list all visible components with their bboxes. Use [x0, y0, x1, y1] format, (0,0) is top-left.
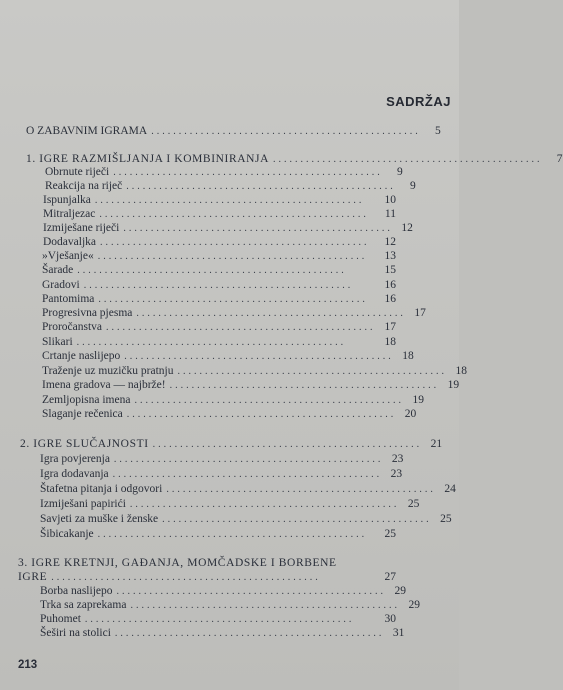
toc-label: Savjeti za muške i ženske — [40, 513, 159, 525]
toc-entry — [42, 335, 396, 349]
toc-entry — [40, 467, 403, 481]
toc-page: 17 — [384, 321, 396, 333]
toc-entry — [43, 235, 396, 249]
leader-dots: ................................................. — [97, 529, 368, 540]
leader-dots: ................................................. — [51, 572, 321, 583]
toc-entry — [42, 263, 396, 277]
toc-page: 23 — [391, 453, 404, 465]
leader-dots: ................................................. — [84, 614, 355, 625]
toc-page: 18 — [384, 336, 396, 348]
toc-page: 7 — [556, 153, 563, 165]
toc-page: 10 — [384, 194, 396, 206]
leader-dots: ................................................. — [129, 499, 400, 510]
toc-label: »Vješanje« — [42, 250, 94, 262]
toc-label: Pantomima — [42, 293, 95, 305]
toc-label: Igra povjerenja — [40, 453, 110, 465]
toc-page: 12 — [384, 236, 396, 248]
toc-label: Šeširi na stolici — [40, 627, 111, 639]
toc-page: 18 — [455, 365, 467, 377]
toc-label: Izmiješane riječi — [43, 222, 120, 234]
section-heading-2 — [20, 437, 443, 451]
toc-page: 16 — [384, 279, 396, 291]
toc-label: Ispunjalka — [43, 194, 91, 206]
toc-page: 15 — [384, 264, 396, 276]
toc-page: 5 — [434, 125, 441, 137]
toc-page: 29 — [408, 599, 420, 611]
toc-label: Imena gradova — najbrže! — [42, 379, 166, 391]
leader-dots: ................................................. — [177, 366, 447, 377]
leader-dots: ................................................. — [94, 195, 365, 206]
toc-label: Trka sa zaprekama — [40, 599, 127, 611]
toc-page: 9 — [396, 166, 403, 178]
toc-entry — [40, 482, 456, 496]
leader-dots: ................................................. — [123, 223, 393, 234]
leader-dots: ................................................. — [114, 628, 385, 639]
leader-dots: ................................................. — [113, 167, 383, 178]
toc-entry — [40, 612, 396, 626]
toc-label: Dodavaljka — [43, 236, 97, 248]
leader-dots: ................................................. — [77, 265, 347, 276]
toc-entry-intro — [26, 124, 441, 138]
toc-label: Igra dodavanja — [40, 468, 109, 480]
leader-dots: ................................................. — [273, 154, 543, 165]
page-number: 213 — [18, 659, 38, 671]
toc-label: Slikari — [42, 336, 73, 348]
toc-label: Puhomet — [40, 613, 81, 625]
toc-page: 19 — [447, 379, 460, 391]
section-title: 2. IGRE SLUČAJNOSTI — [20, 438, 149, 450]
toc-page: 27 — [384, 571, 396, 583]
leader-dots: ................................................. — [100, 237, 370, 248]
toc-entry — [42, 407, 417, 421]
toc-page: 21 — [430, 438, 443, 450]
section-heading-1 — [26, 152, 563, 166]
toc-entry — [42, 320, 396, 334]
toc-entry — [43, 221, 413, 235]
leader-dots: ................................................. — [130, 600, 400, 611]
toc-page: 23 — [390, 468, 403, 480]
toc-page: 25 — [407, 498, 420, 510]
toc-entry — [42, 292, 396, 306]
toc-entry — [42, 349, 414, 363]
leader-dots: ................................................. — [97, 251, 368, 262]
leader-dots: ................................................. — [134, 395, 404, 406]
section-heading-3: 3. IGRE KRETNJI, GAĐANJA, MOMČADSKE I BORBENE — [18, 557, 337, 569]
toc-entry — [42, 378, 460, 392]
toc-label: Šarade — [42, 264, 74, 276]
toc-entry — [42, 249, 396, 263]
toc-label: Štafetna pitanja i odgovori — [40, 483, 163, 495]
leader-dots: ................................................. — [116, 586, 386, 597]
section-title: IGRE — [18, 571, 48, 583]
toc-entry — [42, 306, 426, 320]
toc-label: Šibicakanje — [40, 528, 94, 540]
toc-label: Slaganje rečenica — [42, 408, 123, 420]
leader-dots: ................................................. — [166, 484, 436, 495]
toc-page: 19 — [412, 394, 424, 406]
toc-label: Reakcija na riječ — [45, 180, 123, 192]
toc-entry — [40, 598, 420, 612]
toc-entry — [45, 179, 416, 193]
leader-dots: ................................................. — [98, 294, 368, 305]
toc-page: 9 — [410, 180, 416, 192]
toc-label: Gradovi — [42, 279, 80, 291]
toc-entry — [40, 512, 452, 526]
contents-heading: SADRŽAJ — [386, 94, 451, 109]
leader-dots: ................................................. — [124, 351, 394, 362]
leader-dots: ................................................. — [152, 439, 423, 450]
toc-page: 16 — [384, 293, 396, 305]
leader-dots: ................................................. — [136, 308, 406, 319]
toc-label: Izmiješani papirići — [40, 498, 126, 510]
toc-entry — [40, 452, 404, 466]
leader-dots: ................................................. — [83, 280, 354, 291]
toc-entry — [40, 584, 406, 598]
toc-entry — [40, 626, 405, 640]
toc-page: 12 — [401, 222, 413, 234]
toc-entry — [43, 193, 396, 207]
toc-label: Obrnute riječi — [45, 166, 110, 178]
toc-page: 30 — [384, 613, 396, 625]
toc-entry — [40, 527, 396, 541]
toc-label: Proročanstva — [42, 321, 103, 333]
leader-dots: ................................................. — [169, 380, 440, 391]
toc-label: Traženje uz muzičku pratnju — [42, 365, 174, 377]
toc-label: Crtanje naslijepo — [42, 350, 121, 362]
toc-page: 25 — [440, 513, 452, 525]
toc-label: O ZABAVNIM IGRAMA — [26, 125, 148, 137]
leader-dots: ................................................. — [151, 126, 421, 137]
toc-page: 13 — [384, 250, 396, 262]
toc-page: 17 — [414, 307, 426, 319]
toc-page: 20 — [404, 408, 417, 420]
leader-dots: ................................................. — [126, 181, 396, 192]
leader-dots: ................................................. — [162, 514, 432, 525]
section-heading-3-continued — [18, 570, 396, 584]
toc-entry — [43, 207, 396, 221]
leader-dots: ................................................. — [113, 454, 384, 465]
toc-label: Zemljopisna imena — [42, 394, 131, 406]
toc-entry — [42, 364, 467, 378]
leader-dots: ................................................. — [112, 469, 383, 480]
toc-page: 31 — [392, 627, 405, 639]
toc-entry — [42, 393, 424, 407]
toc-label: Mitraljezac — [43, 208, 96, 220]
toc-entry — [45, 165, 403, 179]
toc-page: 18 — [402, 350, 414, 362]
section-title: 1. IGRE RAZMIŠLJANJA I KOMBINIRANJA — [26, 153, 270, 165]
leader-dots: ................................................. — [99, 209, 369, 220]
toc-page: 29 — [394, 585, 406, 597]
leader-dots: ................................................. — [76, 337, 347, 348]
toc-entry — [40, 497, 420, 511]
toc-entry — [42, 278, 396, 292]
toc-page: 25 — [384, 528, 396, 540]
toc-page: 11 — [384, 208, 396, 220]
leader-dots: ................................................. — [126, 409, 397, 420]
leader-dots: ................................................. — [106, 322, 376, 333]
toc-page: 24 — [444, 483, 456, 495]
toc-label: Borba naslijepo — [40, 585, 113, 597]
toc-label: Progresivna pjesma — [42, 307, 133, 319]
